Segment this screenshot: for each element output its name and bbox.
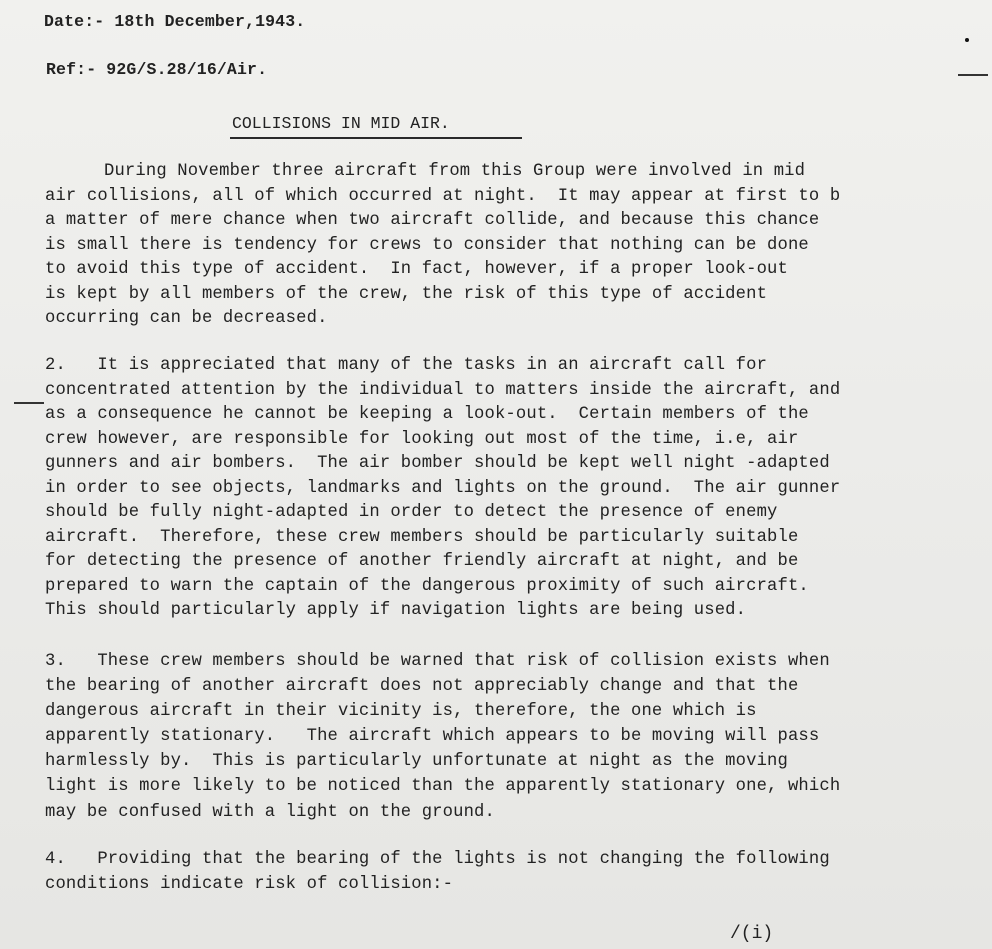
- paragraph-line: in order to see objects, landmarks and lights on the ground. The air gunner: [45, 479, 841, 498]
- paragraph-line: During November three aircraft from this Group were involved in mid: [104, 162, 806, 181]
- paragraph-line: This should particularly apply if navigation lights are being used.: [45, 601, 747, 620]
- paragraph-line: 3. These crew members should be warned that risk of collision exists when: [45, 652, 830, 671]
- reference-line: Ref:- 92G/S.28/16/Air.: [46, 60, 268, 79]
- paragraph-line: aircraft. Therefore, these crew members should be particularly suitable: [45, 528, 799, 547]
- paragraph-line: the bearing of another aircraft does not appreciably change and that the: [45, 677, 799, 696]
- margin-arrow: [14, 402, 44, 404]
- paragraph-line: apparently stationary. The aircraft which appears to be moving will pass: [45, 727, 820, 746]
- paragraph-line: for detecting the presence of another friendly aircraft at night, and be: [45, 552, 799, 571]
- paragraph-line: as a consequence he cannot be keeping a look-out. Certain members of the: [45, 405, 809, 424]
- margin-dash: [958, 74, 988, 76]
- paragraph-line: is small there is tendency for crews to consider that nothing can be done: [45, 236, 809, 255]
- paragraph-line: 2. It is appreciated that many of the tasks in an aircraft call for: [45, 356, 768, 375]
- paragraph-line: is kept by all members of the crew, the risk of this type of accident: [45, 285, 768, 304]
- paragraph-line: a matter of mere chance when two aircraft collide, and because this chance: [45, 211, 820, 230]
- paragraph-line: dangerous aircraft in their vicinity is, therefore, the one which is: [45, 702, 757, 721]
- paragraph-line: crew however, are responsible for looking out most of the time, i.e, air: [45, 430, 799, 449]
- paragraph-line: prepared to warn the captain of the dangerous proximity of such aircraft.: [45, 577, 809, 596]
- title-underline: [230, 137, 522, 139]
- paragraph-line: gunners and air bombers. The air bomber should be kept well night -adapted: [45, 454, 830, 473]
- paragraph-line: light is more likely to be noticed than the apparently stationary one, which: [45, 777, 841, 796]
- paragraph-line: may be confused with a light on the ground.: [45, 803, 495, 822]
- paragraph-line: air collisions, all of which occurred at night. It may appear at first to b: [45, 187, 841, 206]
- paragraph-line: occurring can be decreased.: [45, 309, 328, 328]
- ink-dot: [965, 38, 969, 42]
- date-line: Date:- 18th December,1943.: [44, 12, 306, 31]
- paragraph-line: harmlessly by. This is particularly unfortunate at night as the moving: [45, 752, 788, 771]
- continuation-marker: /(i): [730, 924, 774, 944]
- document-title: COLLISIONS IN MID AIR.: [232, 114, 450, 133]
- paragraph-line: to avoid this type of accident. In fact, however, if a proper look-out: [45, 260, 788, 279]
- paragraph-line: 4. Providing that the bearing of the lights is not changing the following: [45, 850, 830, 869]
- paragraph-line: should be fully night-adapted in order to detect the presence of enemy: [45, 503, 778, 522]
- paragraph-line: conditions indicate risk of collision:-: [45, 875, 454, 894]
- paragraph-line: concentrated attention by the individual to matters inside the aircraft, and: [45, 381, 841, 400]
